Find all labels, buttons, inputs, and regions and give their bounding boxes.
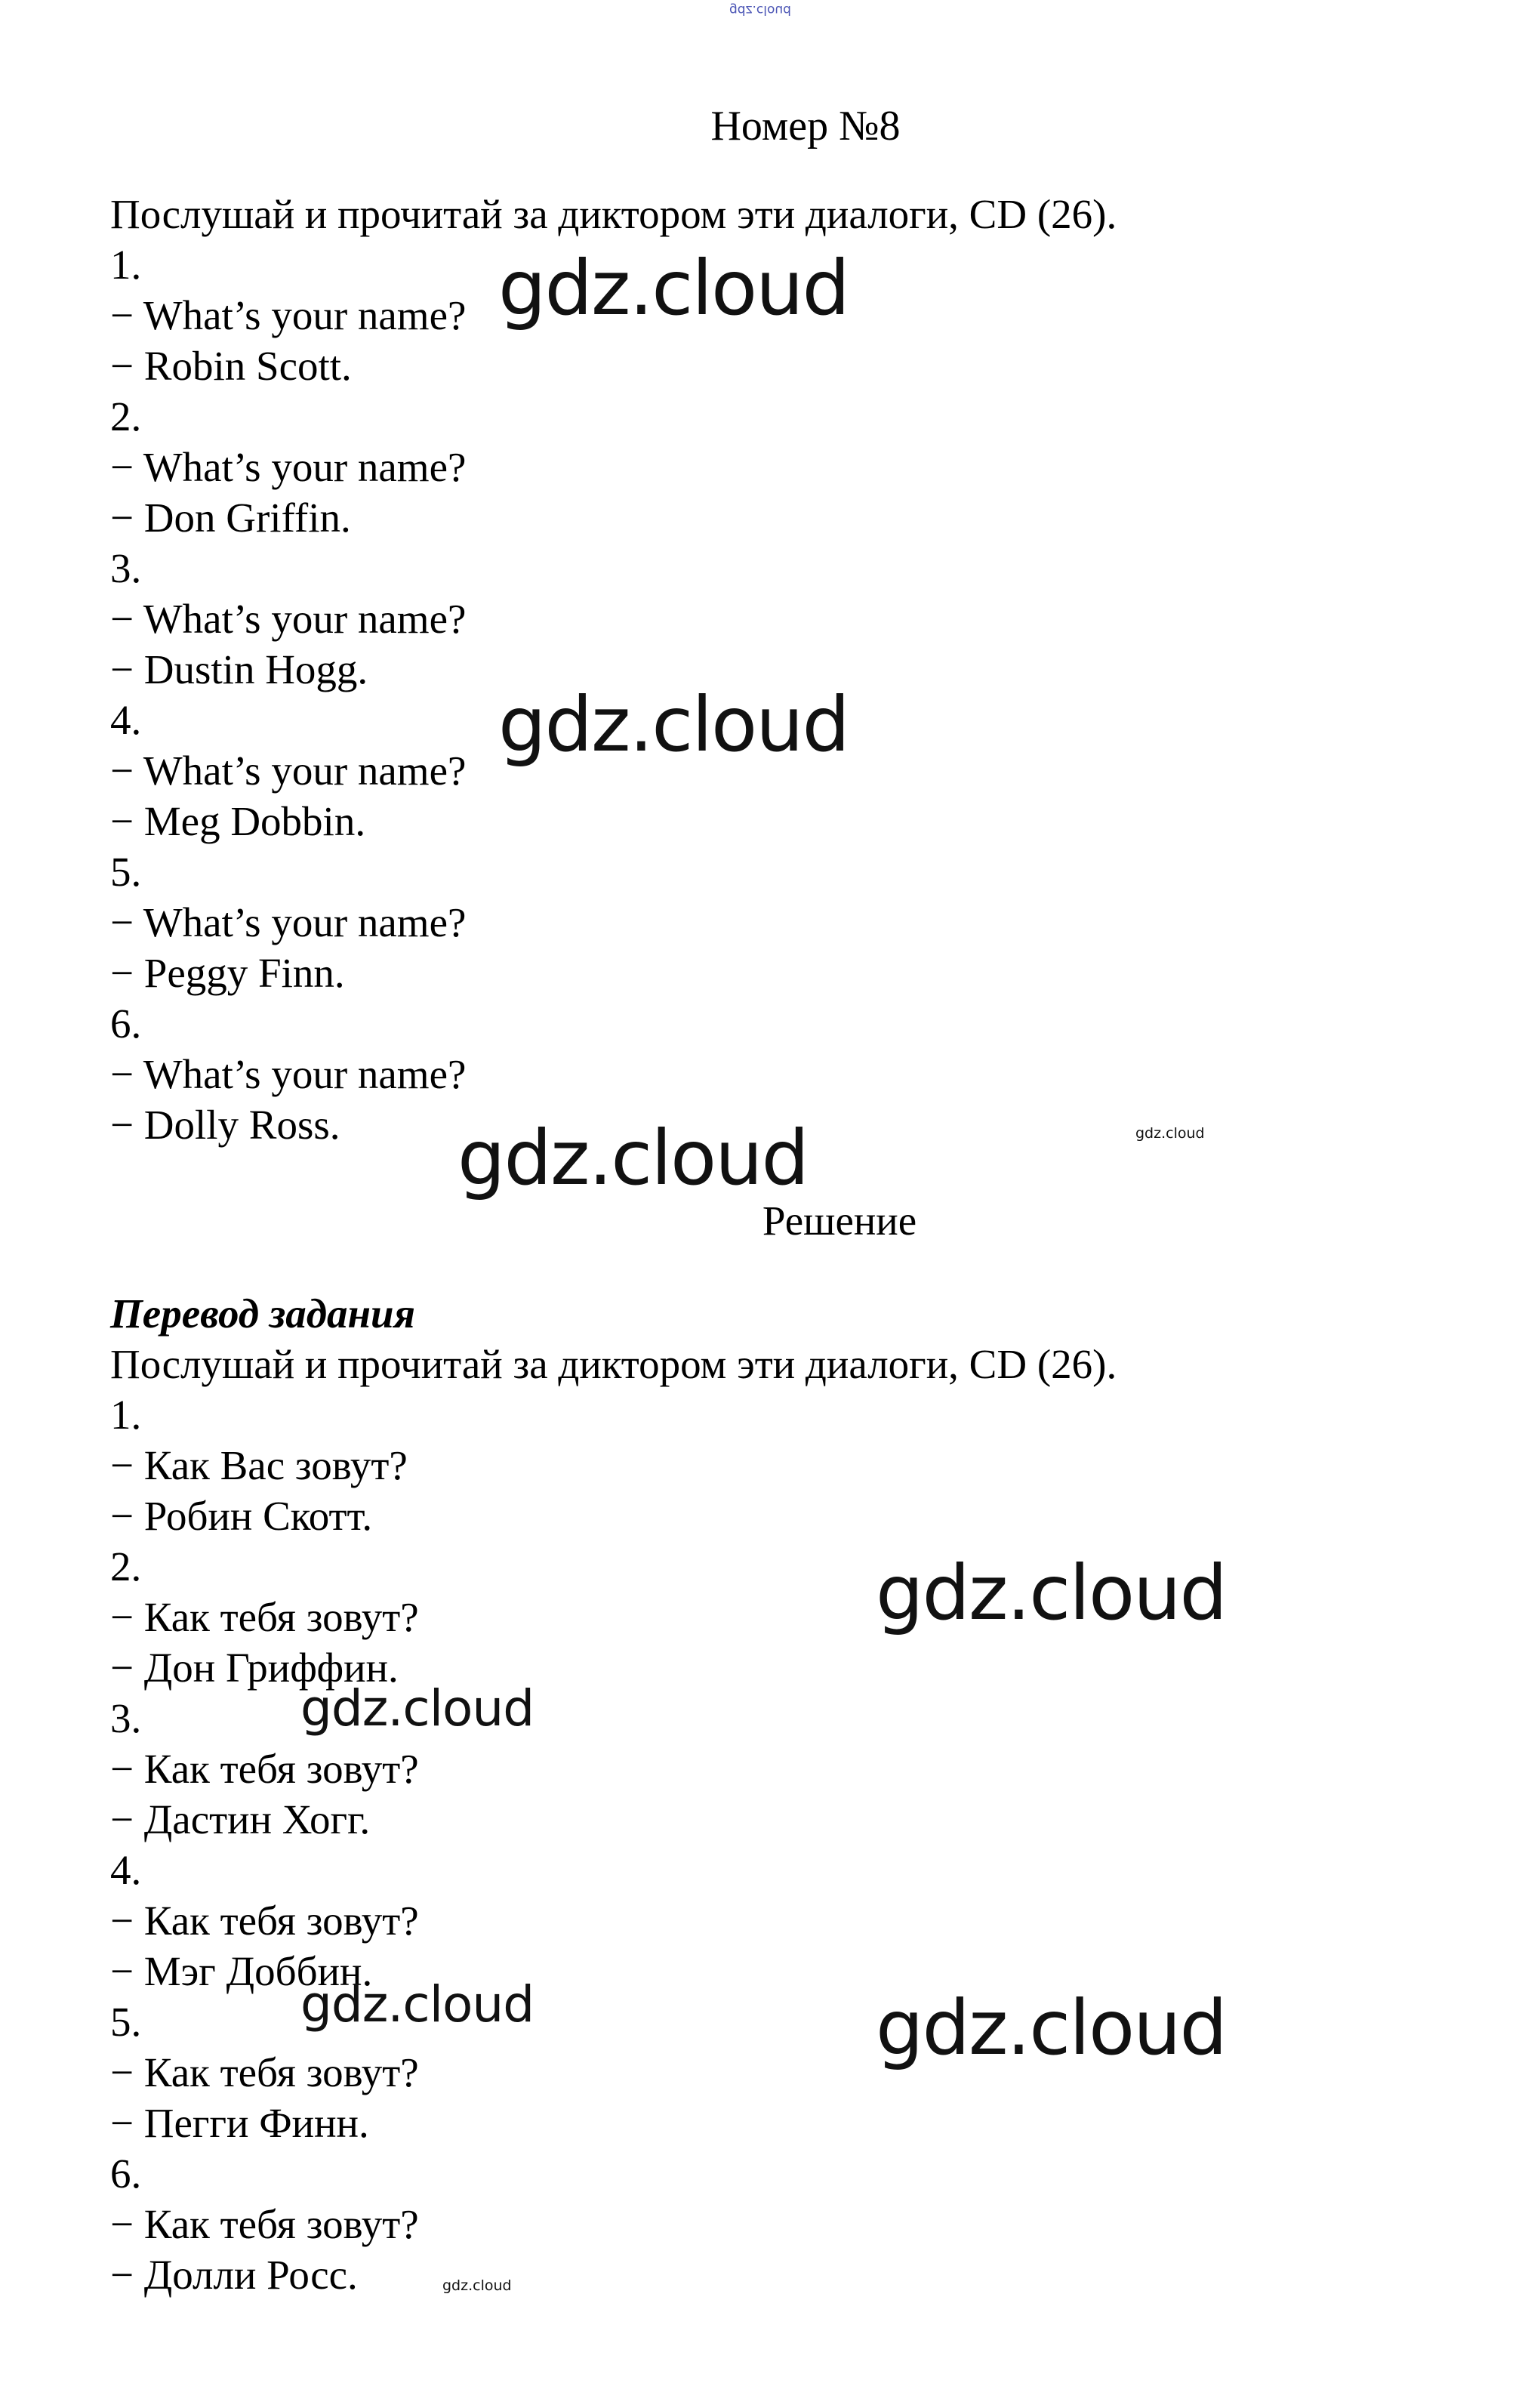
dialog-number: 2.: [110, 1543, 142, 1589]
watermark: gdz.cloud: [1135, 1125, 1205, 1142]
dialog-question: − What’s your name?: [110, 899, 467, 945]
translation-instruction: Послушай и прочитай за диктором эти диалоги, CD (26).: [110, 1341, 1117, 1387]
dialog-question: − What’s your name?: [110, 444, 467, 490]
watermark: gdz.cloud: [498, 244, 849, 332]
dialog-answer: − Don Griffin.: [110, 495, 351, 541]
dialog-number: 4.: [110, 697, 142, 743]
dialog-answer: − Robin Scott.: [110, 343, 352, 389]
dialog-answer: − Пегги Финн.: [110, 2100, 369, 2146]
dialog-answer: − Дастин Хогг.: [110, 1796, 371, 1842]
dialog-number: 1.: [110, 1392, 142, 1438]
dialog-number: 1.: [110, 242, 142, 288]
translation-section: [110, 1288, 1394, 2300]
watermark: gdz.cloud: [498, 680, 849, 769]
dialog-answer: − Meg Dobbin.: [110, 798, 366, 844]
watermark: gdz.cloud: [729, 2, 791, 17]
dialog-question: − Как тебя зовут?: [110, 2049, 419, 2095]
dialog-question: − Как Вас зовут?: [110, 1442, 408, 1488]
dialog-question: − Как тебя зовут?: [110, 2201, 419, 2247]
dialog-number: 4.: [110, 1847, 142, 1893]
watermark: gdz.cloud: [876, 1549, 1227, 1637]
watermark: gdz.cloud: [876, 1984, 1227, 2072]
dialog-question: − Как тебя зовут?: [110, 1594, 419, 1640]
dialog-answer: − Dolly Ross.: [110, 1102, 340, 1148]
dialog-answer: − Dustin Hogg.: [110, 646, 368, 692]
dialog-question: − Как тебя зовут?: [110, 1898, 419, 1944]
page-title: Номер №8: [710, 103, 901, 150]
dialog-number: 5.: [110, 1999, 142, 2045]
solution-label: Решение: [762, 1198, 917, 1244]
dialog-question: − Как тебя зовут?: [110, 1746, 419, 1792]
watermark: gdz.cloud: [300, 1975, 534, 2033]
translation-heading: Перевод задания: [110, 1290, 415, 1337]
dialog-number: 6.: [110, 2151, 142, 2197]
dialog-question: − What’s your name?: [110, 292, 467, 338]
watermark: gdz.cloud: [442, 2277, 512, 2294]
dialog-question: − What’s your name?: [110, 748, 467, 794]
dialog-number: 6.: [110, 1001, 142, 1047]
dialog-question: − What’s your name?: [110, 1051, 467, 1097]
dialog-answer: − Долли Росс.: [110, 2252, 358, 2298]
dialog-answer: − Peggy Finn.: [110, 950, 345, 996]
dialog-answer: − Мэг Доббин.: [110, 1948, 373, 1994]
watermark: gdz.cloud: [300, 1679, 534, 1737]
dialog-number: 5.: [110, 849, 142, 895]
dialog-number: 3.: [110, 545, 142, 591]
dialog-question: − What’s your name?: [110, 596, 467, 642]
dialog-answer: − Дон Гриффин.: [110, 1645, 399, 1691]
dialog-number: 2.: [110, 393, 142, 439]
task-instruction: Послушай и прочитай за диктором эти диалоги, CD (26).: [110, 191, 1117, 237]
task-section: [110, 189, 1394, 1150]
watermark: gdz.cloud: [457, 1114, 809, 1202]
dialog-answer: − Робин Скотт.: [110, 1493, 373, 1539]
dialog-number: 3.: [110, 1695, 142, 1741]
